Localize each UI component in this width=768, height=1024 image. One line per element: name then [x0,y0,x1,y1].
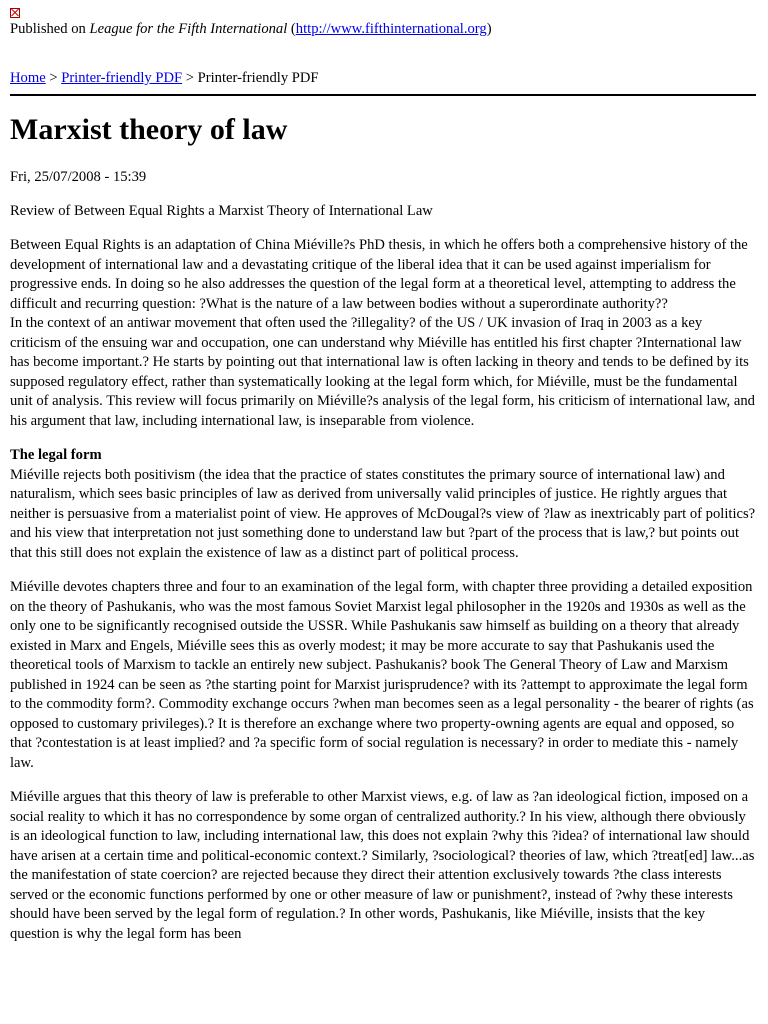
breadcrumb-separator: > [182,70,198,86]
section-heading: The legal form [10,447,102,463]
review-subtitle: Review of Between Equal Rights a Marxist Theory of International Law [10,203,433,219]
breadcrumb [10,69,319,89]
broken-image-icon [10,8,20,18]
header-divider [10,94,756,96]
paragraph-3: Miéville rejects both positivism (the idea that the practice of states constitutes the primary source of international law) and naturalism, which sees basic principles of law as derived from universally valid principles of justice. He rightly argues that neither is persuasive from a materialist point of view. He approves of McDougal?s view of ?law as inextricably part of politics? and his view that interpretation not just something done to understand law but ?part of the process that is law,? but points out that this still does not explain the existence of law as a distinct part of political process. [10,466,756,561]
paragraph-5: Miéville argues that this theory of law is preferable to other Marxist views, e.g. of law as ?an ideological fiction, imposed on a social reality to which it has no correspondence by some organ of centralized authority.? In his view, although there obviously is an ideological function to law, including international law, this does not explain ?why this ?idea? of international law should have arisen at a certain time and political-economic context.? Similarly, ?sociological? theories of law, which ?treat[ed] law...as the manifestation of state coercion? are rejected because they direct their attention exclusively towards ?the class interests served or the economic functions performed by one or other measure of law or punishment?, instead of ?why these interests should have been served by the legal form of regulation.? In other words, Pashukanis, like Miéville, insists that the key question is why the legal form has been [10,789,755,942]
close-paren: ) [486,21,492,37]
open-paren: ( [287,21,296,37]
paragraph-1: Between Equal Rights is an adaptation of China Miéville?s PhD thesis, in which he offers both a comprehensive history of the development of international law and a devastating critique of the liberal idea that it can be used against imperialism for progressive ends. In doing so he also addresses the question of the legal form at a theoretical level, attempting to address the difficult and recurring question: ?What is the nature of a law between bodies without a superordinate authority?? [10,237,748,312]
breadcrumb-separator: > [45,70,62,86]
site-name: League for the Fifth International [89,21,288,37]
paragraph-4: Miéville devotes chapters three and four to an examination of the legal form, with chapter three providing a detailed exposition on the theory of Pashukanis, who was the most famous Soviet Marxist legal philosopher in the 1920s and 1930s as well as the only one to be significantly recognised outside the USSR. While Pashukanis saw himself as building on a theory that already existed in Marx and Engels, Miéville sees this as overly modest; it may be more accurate to say that Pashukanis used the theoretical tools of Marxism to tackle an entirely new subject. Pashukanis? book The General Theory of Law and Marxism published in 1924 can be seen as ?the starting point for Marxist jurisprudence? with its ?attempt to approximate the legal form to the commodity form?. Commodity exchange occurs ?when man becomes seen as a legal personality - the bearer of rights (as opposed to customary privileges).? It is therefore an exchange where two property-owning agents are equal and opposed, so that ?contestation is at least implied? and ?a specific form of social regulation is necessary? in order to mediate this - namely law. [10,579,754,771]
article-body [10,236,756,959]
published-prefix: Published on [10,21,90,37]
breadcrumb-home-link[interactable]: Home [10,70,46,86]
published-line [10,20,492,40]
post-date: Fri, 25/07/2008 - 15:39 [10,169,147,185]
breadcrumb-pdf-link[interactable]: Printer-friendly PDF [61,70,183,86]
site-url-link[interactable]: http://www.fifthinternational.org [295,21,487,37]
breadcrumb-current: Printer-friendly PDF [197,70,319,86]
page-title: Marxist theory of law [10,113,288,146]
paragraph-2: In the context of an antiwar movement that often used the ?illegality? of the US / UK invasion of Iraq in 2003 as a key criticism of the ensuing war and occupation, one can understand why Miéville has entitled his first chapter ?International law has become important.? He starts by pointing out that international law is often lacking in theory and tends to be defined by its supposed regulatory effect, rather than systematically looking at the legal form which, for Miéville, must be the fundamental unit of analysis. This review will focus primarily on Miéville?s analysis of the legal form, his criticism of international law, and his argument that law, including international law, is inseparable from violence. [10,315,755,429]
